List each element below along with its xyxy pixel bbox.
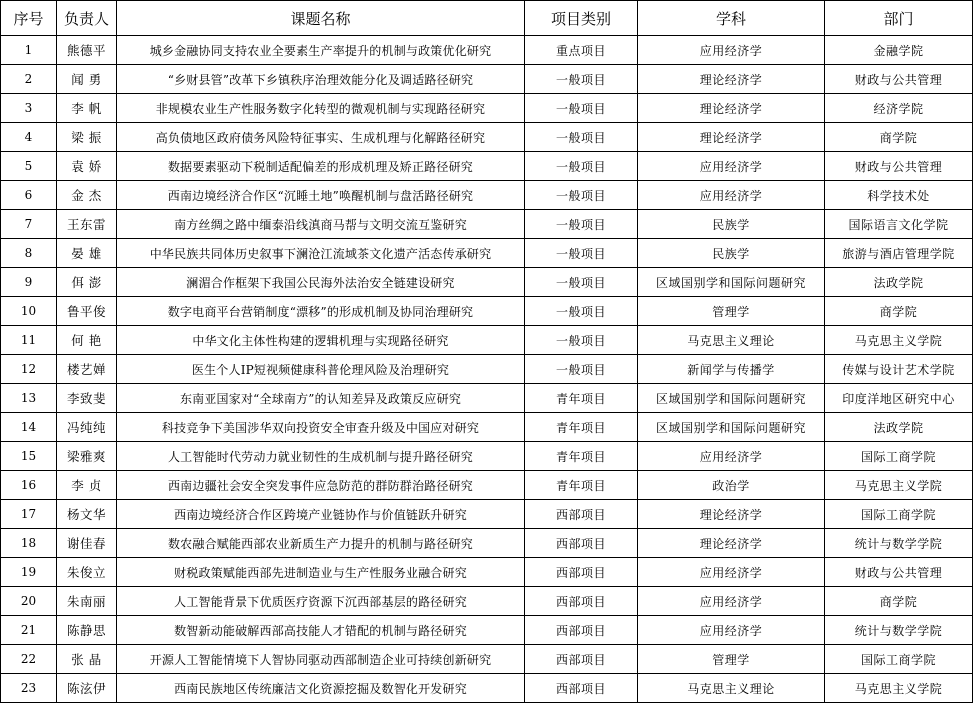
header-cell[interactable]: 部门 [825, 1, 973, 36]
cell-category[interactable]: 一般项目 [525, 355, 638, 384]
header-cell[interactable]: 负责人 [57, 1, 117, 36]
cell-serial-number[interactable]: 23 [1, 674, 57, 703]
cell-project-title[interactable]: 东南亚国家对“全球南方”的认知差异及政策反应研究 [117, 384, 525, 413]
cell-subject[interactable]: 管理学 [638, 645, 825, 674]
cell-category[interactable]: 一般项目 [525, 268, 638, 297]
cell-person[interactable]: 朱南丽 [57, 587, 117, 616]
cell-serial-number[interactable]: 4 [1, 123, 57, 152]
cell-subject[interactable]: 应用经济学 [638, 152, 825, 181]
table-row [1, 529, 973, 558]
table-row [1, 471, 973, 500]
cell-subject[interactable]: 理论经济学 [638, 529, 825, 558]
cell-department[interactable]: 国际语言文化学院 [825, 210, 973, 239]
cell-department[interactable]: 财政与公共管理 [825, 558, 973, 587]
cell-subject[interactable]: 理论经济学 [638, 123, 825, 152]
table-row [1, 616, 973, 645]
cell-project-title[interactable]: 南方丝绸之路中缅泰沿线滇商马帮与文明交流互鉴研究 [117, 210, 525, 239]
cell-department[interactable]: 印度洋地区研究中心 [825, 384, 973, 413]
table-row [1, 500, 973, 529]
cell-person[interactable]: 佴 澎 [57, 268, 117, 297]
cell-project-title[interactable]: 非规模农业生产性服务数字化转型的微观机制与实现路径研究 [117, 94, 525, 123]
cell-department[interactable]: 金融学院 [825, 36, 973, 65]
cell-serial-number[interactable]: 15 [1, 442, 57, 471]
cell-person[interactable]: 熊德平 [57, 36, 117, 65]
cell-department[interactable]: 经济学院 [825, 94, 973, 123]
cell-category[interactable]: 西部项目 [525, 558, 638, 587]
cell-subject[interactable]: 马克思主义理论 [638, 674, 825, 703]
cell-person[interactable]: 李 帆 [57, 94, 117, 123]
cell-serial-number[interactable]: 2 [1, 65, 57, 94]
cell-subject[interactable]: 理论经济学 [638, 94, 825, 123]
table-row [1, 587, 973, 616]
table-row [1, 326, 973, 355]
cell-category[interactable]: 重点项目 [525, 36, 638, 65]
cell-project-title[interactable]: 医生个人IP短视频健康科普伦理风险及治理研究 [117, 355, 525, 384]
cell-subject[interactable]: 区域国别学和国际问题研究 [638, 268, 825, 297]
cell-department[interactable]: 马克思主义学院 [825, 471, 973, 500]
cell-subject[interactable]: 应用经济学 [638, 616, 825, 645]
cell-person[interactable]: 王东雷 [57, 210, 117, 239]
cell-project-title[interactable]: 科技竞争下美国涉华双向投资安全审查升级及中国应对研究 [117, 413, 525, 442]
header-cell[interactable]: 学科 [638, 1, 825, 36]
table-row [1, 355, 973, 384]
cell-serial-number[interactable]: 13 [1, 384, 57, 413]
cell-category[interactable]: 青年项目 [525, 442, 638, 471]
cell-category[interactable]: 西部项目 [525, 645, 638, 674]
table-row [1, 65, 973, 94]
cell-category[interactable]: 一般项目 [525, 210, 638, 239]
cell-department[interactable]: 统计与数学学院 [825, 529, 973, 558]
cell-subject[interactable]: 应用经济学 [638, 181, 825, 210]
cell-person[interactable]: 冯纯纯 [57, 413, 117, 442]
table-row [1, 442, 973, 471]
cell-serial-number[interactable]: 18 [1, 529, 57, 558]
cell-subject[interactable]: 应用经济学 [638, 36, 825, 65]
cell-category[interactable]: 西部项目 [525, 529, 638, 558]
cell-person[interactable]: 朱俊立 [57, 558, 117, 587]
cell-subject[interactable]: 民族学 [638, 239, 825, 268]
cell-project-title[interactable]: 开源人工智能情境下人智协同驱动西部制造企业可持续创新研究 [117, 645, 525, 674]
cell-person[interactable]: 李致斐 [57, 384, 117, 413]
table-row [1, 181, 973, 210]
cell-serial-number[interactable]: 22 [1, 645, 57, 674]
cell-serial-number[interactable]: 19 [1, 558, 57, 587]
cell-department[interactable]: 国际工商学院 [825, 645, 973, 674]
cell-department[interactable]: 科学技术处 [825, 181, 973, 210]
cell-person[interactable]: 梁雅爽 [57, 442, 117, 471]
cell-category[interactable]: 一般项目 [525, 239, 638, 268]
table-row [1, 268, 973, 297]
cell-serial-number[interactable]: 6 [1, 181, 57, 210]
cell-department[interactable]: 商学院 [825, 587, 973, 616]
cell-subject[interactable]: 管理学 [638, 297, 825, 326]
cell-department[interactable]: 旅游与酒店管理学院 [825, 239, 973, 268]
cell-department[interactable]: 法政学院 [825, 413, 973, 442]
cell-category[interactable]: 西部项目 [525, 587, 638, 616]
cell-project-title[interactable]: 人工智能背景下优质医疗资源下沉西部基层的路径研究 [117, 587, 525, 616]
cell-project-title[interactable]: 中华文化主体性构建的逻辑机理与实现路径研究 [117, 326, 525, 355]
cell-serial-number[interactable]: 5 [1, 152, 57, 181]
cell-person[interactable]: 梁 振 [57, 123, 117, 152]
cell-subject[interactable]: 区域国别学和国际问题研究 [638, 384, 825, 413]
table-header-row [1, 1, 973, 36]
cell-category[interactable]: 一般项目 [525, 326, 638, 355]
table-row [1, 152, 973, 181]
cell-person[interactable]: 金 杰 [57, 181, 117, 210]
cell-subject[interactable]: 理论经济学 [638, 500, 825, 529]
cell-project-title[interactable]: 数农融合赋能西部农业新质生产力提升的机制与路径研究 [117, 529, 525, 558]
table-row [1, 297, 973, 326]
table-row [1, 210, 973, 239]
cell-department[interactable]: 法政学院 [825, 268, 973, 297]
header-cell[interactable]: 项目类别 [525, 1, 638, 36]
table-row [1, 413, 973, 442]
cell-subject[interactable]: 应用经济学 [638, 558, 825, 587]
cell-department[interactable]: 商学院 [825, 123, 973, 152]
table-row [1, 384, 973, 413]
cell-category[interactable]: 西部项目 [525, 674, 638, 703]
cell-serial-number[interactable]: 20 [1, 587, 57, 616]
table-row [1, 94, 973, 123]
cell-project-title[interactable]: 数据要素驱动下税制适配偏差的形成机理及矫正路径研究 [117, 152, 525, 181]
cell-serial-number[interactable]: 1 [1, 36, 57, 65]
cell-project-title[interactable]: 数智新动能破解西部高技能人才错配的机制与路径研究 [117, 616, 525, 645]
cell-serial-number[interactable]: 7 [1, 210, 57, 239]
cell-subject[interactable]: 民族学 [638, 210, 825, 239]
cell-department[interactable]: 财政与公共管理 [825, 65, 973, 94]
cell-category[interactable]: 一般项目 [525, 94, 638, 123]
cell-person[interactable]: 何 艳 [57, 326, 117, 355]
cell-subject[interactable]: 政治学 [638, 471, 825, 500]
cell-project-title[interactable]: 中华民族共同体历史叙事下澜沧江流域茶文化遗产活态传承研究 [117, 239, 525, 268]
cell-subject[interactable]: 应用经济学 [638, 442, 825, 471]
table-row [1, 674, 973, 703]
cell-department[interactable]: 传媒与设计艺术学院 [825, 355, 973, 384]
cell-person[interactable]: 晏 雄 [57, 239, 117, 268]
cell-category[interactable]: 青年项目 [525, 413, 638, 442]
cell-category[interactable]: 一般项目 [525, 65, 638, 94]
cell-category[interactable]: 青年项目 [525, 471, 638, 500]
cell-person[interactable]: 闻 勇 [57, 65, 117, 94]
cell-subject[interactable]: 新闻学与传播学 [638, 355, 825, 384]
cell-serial-number[interactable]: 3 [1, 94, 57, 123]
cell-subject[interactable]: 理论经济学 [638, 65, 825, 94]
cell-person[interactable]: 李 贞 [57, 471, 117, 500]
cell-serial-number[interactable]: 17 [1, 500, 57, 529]
cell-category[interactable]: 一般项目 [525, 152, 638, 181]
cell-person[interactable]: 陈泫伊 [57, 674, 117, 703]
cell-department[interactable]: 国际工商学院 [825, 442, 973, 471]
cell-project-title[interactable]: 城乡金融协同支持农业全要素生产率提升的机制与政策优化研究 [117, 36, 525, 65]
cell-person[interactable]: 杨文华 [57, 500, 117, 529]
cell-department[interactable]: 马克思主义学院 [825, 326, 973, 355]
table-row [1, 36, 973, 65]
cell-project-title[interactable]: 澜湄合作框架下我国公民海外法治安全链建设研究 [117, 268, 525, 297]
cell-person[interactable]: 张 晶 [57, 645, 117, 674]
cell-project-title[interactable]: 西南边疆社会安全突发事件应急防范的群防群治路径研究 [117, 471, 525, 500]
cell-category[interactable]: 西部项目 [525, 500, 638, 529]
cell-department[interactable]: 马克思主义学院 [825, 674, 973, 703]
cell-project-title[interactable]: 西南民族地区传统廉洁文化资源挖掘及数智化开发研究 [117, 674, 525, 703]
cell-project-title[interactable]: 西南边境经济合作区跨境产业链协作与价值链跃升研究 [117, 500, 525, 529]
cell-serial-number[interactable]: 12 [1, 355, 57, 384]
table-row [1, 558, 973, 587]
cell-project-title[interactable]: 人工智能时代劳动力就业韧性的生成机制与提升路径研究 [117, 442, 525, 471]
cell-category[interactable]: 西部项目 [525, 616, 638, 645]
table-row [1, 239, 973, 268]
cell-serial-number[interactable]: 14 [1, 413, 57, 442]
table-row [1, 645, 973, 674]
cell-project-title[interactable]: 西南边境经济合作区“沉睡土地”唤醒机制与盘活路径研究 [117, 181, 525, 210]
cell-subject[interactable]: 马克思主义理论 [638, 326, 825, 355]
cell-department[interactable]: 商学院 [825, 297, 973, 326]
header-cell[interactable]: 序号 [1, 1, 57, 36]
cell-category[interactable]: 一般项目 [525, 297, 638, 326]
cell-category[interactable]: 青年项目 [525, 384, 638, 413]
cell-serial-number[interactable]: 16 [1, 471, 57, 500]
cell-department[interactable]: 国际工商学院 [825, 500, 973, 529]
header-cell[interactable]: 课题名称 [117, 1, 525, 36]
cell-category[interactable]: 一般项目 [525, 181, 638, 210]
cell-project-title[interactable]: 财税政策赋能西部先进制造业与生产性服务业融合研究 [117, 558, 525, 587]
cell-project-title[interactable]: 数字电商平台营销制度“漂移”的形成机制及协同治理研究 [117, 297, 525, 326]
cell-project-title[interactable]: 高负债地区政府债务风险特征事实、生成机理与化解路径研究 [117, 123, 525, 152]
table-row [1, 123, 973, 152]
cell-person[interactable]: 谢佳春 [57, 529, 117, 558]
cell-serial-number[interactable]: 21 [1, 616, 57, 645]
cell-department[interactable]: 统计与数学学院 [825, 616, 973, 645]
cell-serial-number[interactable]: 9 [1, 268, 57, 297]
cell-serial-number[interactable]: 11 [1, 326, 57, 355]
cell-department[interactable]: 财政与公共管理 [825, 152, 973, 181]
cell-category[interactable]: 一般项目 [525, 123, 638, 152]
cell-subject[interactable]: 应用经济学 [638, 587, 825, 616]
cell-subject[interactable]: 区域国别学和国际问题研究 [638, 413, 825, 442]
cell-project-title[interactable]: “乡财县管”改革下乡镇秩序治理效能分化及调适路径研究 [117, 65, 525, 94]
cell-person[interactable]: 袁 娇 [57, 152, 117, 181]
cell-serial-number[interactable]: 8 [1, 239, 57, 268]
cell-person[interactable]: 楼艺婵 [57, 355, 117, 384]
cell-serial-number[interactable]: 10 [1, 297, 57, 326]
cell-person[interactable]: 陈静思 [57, 616, 117, 645]
cell-person[interactable]: 鲁平俊 [57, 297, 117, 326]
